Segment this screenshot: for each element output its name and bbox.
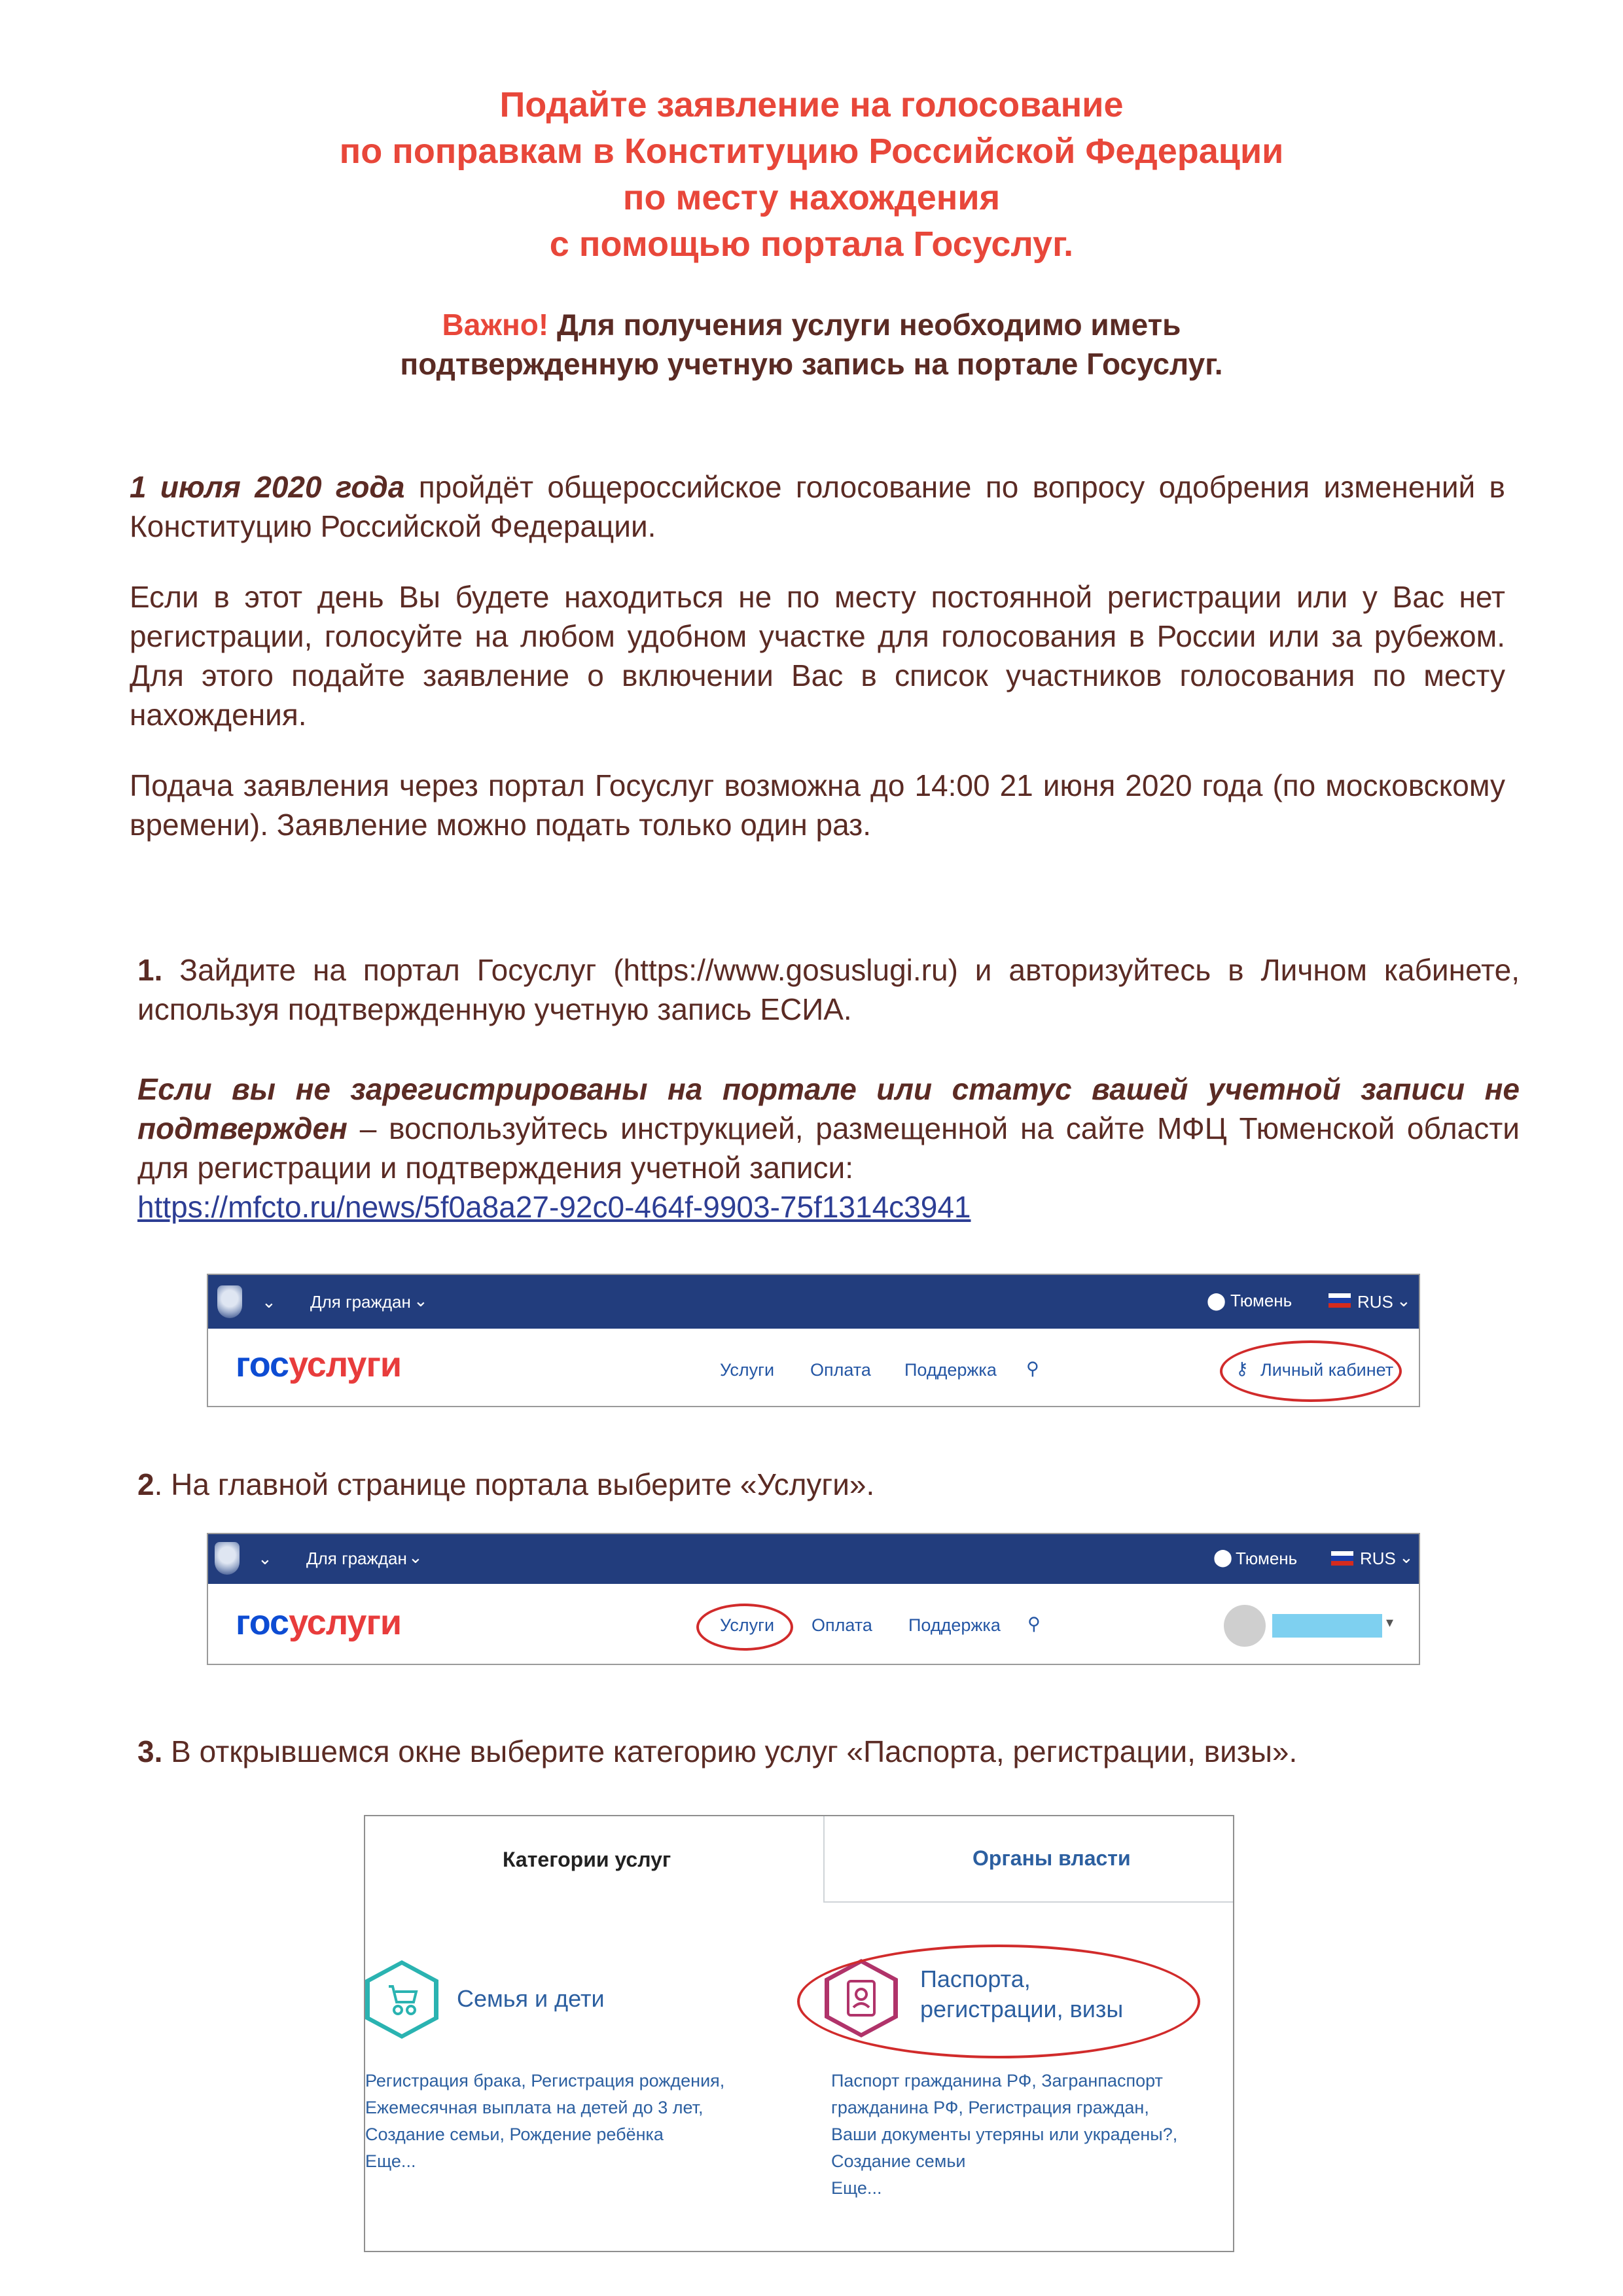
highlight-ellipse (1220, 1340, 1402, 1402)
vote-date: 1 июля 2020 года (130, 470, 405, 504)
chevron-down-icon[interactable]: ⌄ (258, 1549, 272, 1568)
chevron-down-icon[interactable]: ⌄ (1397, 1291, 1411, 1310)
title-line-2: по поправкам в Конституцию Российской Федерации (339, 132, 1284, 171)
important-line-2: подтвержденную учетную запись на портале Госуслуг. (400, 347, 1223, 381)
title-line-4: с помощью портала Госуслуг. (549, 224, 1074, 264)
personal-cabinet-link[interactable]: Личный кабинет (1260, 1360, 1394, 1380)
step-1-text: Зайдите на портал Госуслуг (https://www.gosuslugi.ru) и авторизуйтесь в Личном кабинете, используя подтвержденную учетную запись ЕСИА. (137, 953, 1520, 1026)
category-family-description: Регистрация брака, Регистрация рождения, Ежемесячная выплата на детей до 3 лет, Создание семьи, Рождение ребёнка Еще... (365, 2068, 724, 2175)
emblem-icon (215, 1542, 240, 1575)
step-3-number: 3. (137, 1734, 163, 1768)
intro-paragraph-1 (130, 467, 1505, 546)
location-pin-icon: ⬤ (1213, 1547, 1233, 1567)
tab-categories[interactable] (365, 1816, 825, 1903)
chevron-down-icon[interactable]: ⌄ (1399, 1547, 1414, 1567)
highlight-ellipse (696, 1604, 793, 1651)
mfc-instructions-link[interactable]: https://mfcto.ru/news/5f0a8a27-92c0-464f-9903-75f1314c3941 (137, 1190, 971, 1224)
step-2 (137, 1465, 1520, 1504)
language-selector[interactable]: RUS (1357, 1292, 1393, 1312)
russian-flag-icon (1329, 1293, 1351, 1308)
language-selector[interactable]: RUS (1360, 1549, 1396, 1568)
category-passports-more-link[interactable]: Еще... (831, 2178, 882, 2198)
nav-support[interactable]: Поддержка (908, 1615, 1001, 1635)
title-line-3: по месту нахождения (622, 178, 1001, 217)
step-2-number: 2 (137, 1467, 154, 1501)
portal-header-screenshot-2 (207, 1533, 1420, 1665)
user-name-redacted[interactable] (1272, 1614, 1382, 1638)
chevron-down-icon[interactable]: ⌄ (262, 1292, 276, 1312)
chevron-down-icon[interactable]: ⌄ (408, 1547, 423, 1567)
category-passports-description: Паспорт гражданина РФ, Загранпаспорт гражданина РФ, Регистрация граждан, Ваши документы утеряны или украдены?, Создание семьи Еще... (831, 2068, 1177, 2202)
city-selector[interactable]: Тюмень (1236, 1549, 1298, 1568)
step-2-text: . На главной странице портала выберите «Услуги». (154, 1467, 875, 1501)
category-passports-title[interactable]: Паспорта, регистрации, визы (920, 1965, 1124, 2022)
service-categories-screenshot (364, 1815, 1234, 2252)
step-1-note (137, 1069, 1520, 1227)
stroller-icon[interactable] (365, 1960, 438, 2039)
category-family-title[interactable]: Семья и дети (457, 1985, 605, 2012)
for-citizens-menu[interactable]: Для граждан (310, 1292, 411, 1312)
page-title (0, 82, 1623, 268)
important-label: Важно! (442, 308, 549, 342)
key-icon: ⚷ (1236, 1359, 1249, 1378)
nav-payment[interactable]: Оплата (810, 1360, 871, 1380)
nav-support[interactable]: Поддержка (904, 1360, 997, 1380)
chevron-down-icon[interactable]: ⌄ (414, 1291, 428, 1310)
location-pin-icon: ⬤ (1207, 1291, 1226, 1310)
tab-authorities[interactable] (825, 1816, 1233, 1903)
portal-header-screenshot-1 (207, 1274, 1420, 1407)
important-note (0, 305, 1623, 384)
gosuslugi-logo[interactable]: госуслуги (236, 1345, 402, 1384)
tab-categories-label: Категории услуг (503, 1848, 671, 1871)
russian-flag-icon (1331, 1551, 1353, 1566)
category-family-more-link[interactable]: Еще... (365, 2151, 416, 2171)
highlight-ellipse (797, 1945, 1200, 2058)
chevron-down-icon[interactable]: ▾ (1386, 1614, 1394, 1630)
gosuslugi-logo[interactable]: госуслуги (236, 1603, 402, 1642)
avatar-icon[interactable] (1224, 1605, 1266, 1647)
nav-payment[interactable]: Оплата (812, 1615, 872, 1635)
step-3 (137, 1732, 1520, 1771)
intro-p1-text: пройдёт общероссийское голосование по вопросу одобрения изменений в Конституцию Российской Федерации. (130, 470, 1505, 543)
step-1-note-bold: Если вы не зарегистрированы на портале или статус вашей учетной записи не подтвержден (137, 1072, 1520, 1145)
intro-paragraph-3: Подача заявления через портал Госуслуг возможна до 14:00 21 июня 2020 года (по московскому времени). Заявление можно подать только один раз. (130, 768, 1505, 842)
title-line-1: Подайте заявление на голосование (499, 85, 1124, 124)
nav-services[interactable]: Услуги (720, 1360, 775, 1380)
for-citizens-menu[interactable]: Для граждан (306, 1549, 407, 1568)
important-line-1: Для получения услуги необходимо иметь (548, 308, 1181, 342)
portal-topbar (208, 1534, 1419, 1584)
intro-paragraph-2: Если в этот день Вы будете находиться не по месту постоянной регистрации или у Вас нет регистрации, голосуйте на любом удобном участке для голосования в России или за рубежом. Для этого подайте заявление о включении Вас в список участников голосования по месту нахождения. (130, 580, 1505, 732)
search-icon[interactable]: ⚲ (1027, 1614, 1041, 1634)
step-3-text: В открывшемся окне выберите категорию услуг «Паспорта, регистрации, визы». (162, 1734, 1298, 1768)
step-1-number: 1. (137, 953, 163, 987)
portal-topbar (208, 1275, 1419, 1329)
step-1 (137, 950, 1520, 1029)
nav-services[interactable]: Услуги (720, 1615, 775, 1635)
emblem-icon (217, 1285, 242, 1318)
city-selector[interactable]: Тюмень (1230, 1291, 1293, 1310)
search-icon[interactable]: ⚲ (1026, 1359, 1039, 1378)
tab-authorities-label: Органы власти (972, 1846, 1131, 1870)
step-1-note-text: – воспользуйтесь инструкцией, размещенной на сайте МФЦ Тюменской области для регистрации и подтверждения учетной записи: (137, 1111, 1520, 1185)
